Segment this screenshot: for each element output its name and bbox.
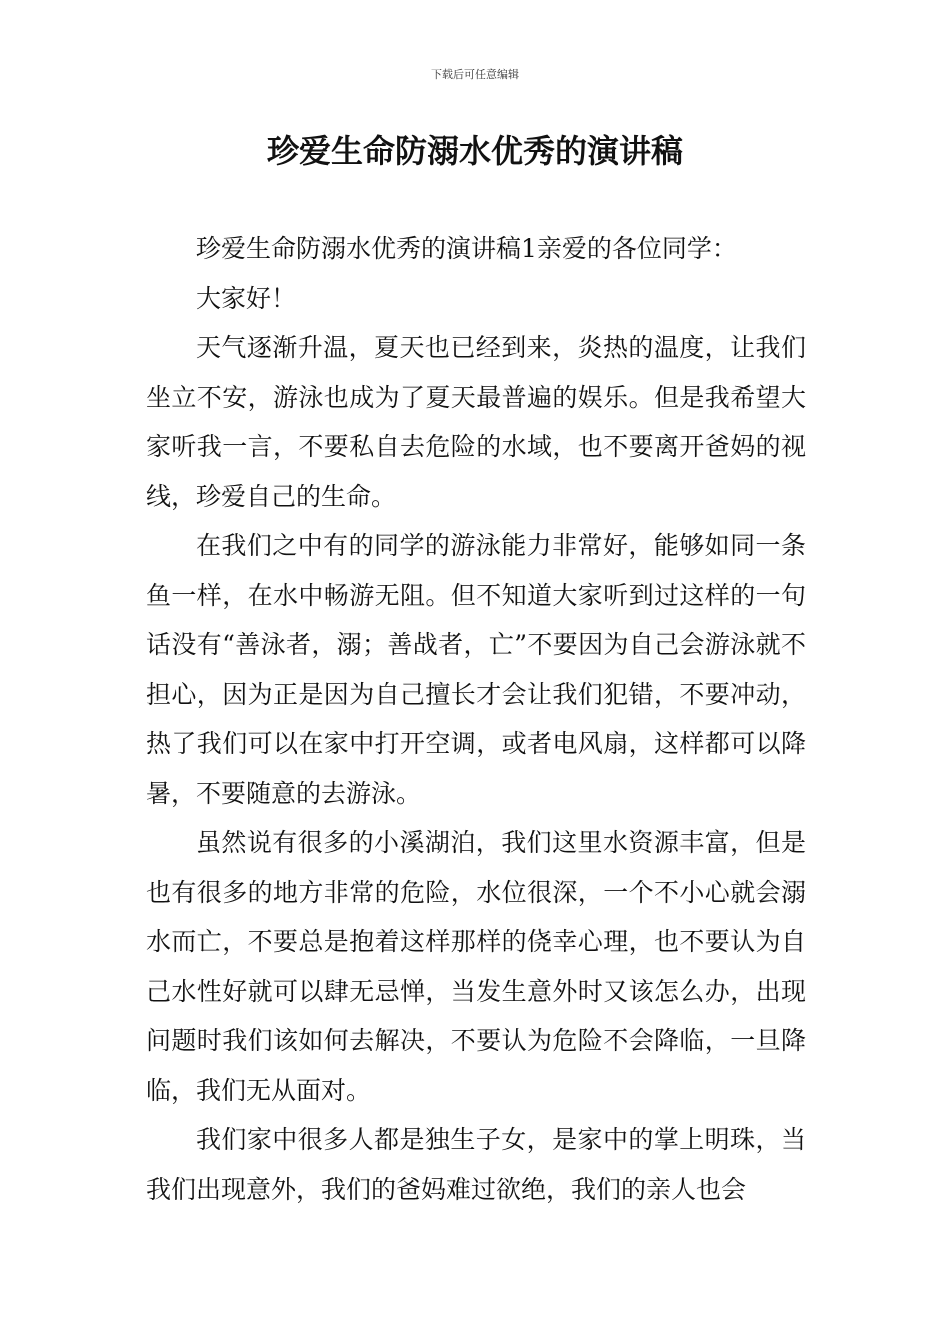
paragraph: 天气逐渐升温，夏天也已经到来，炎热的温度，让我们坐立不安，游泳也成为了夏天最普遍的娱乐。但是我希望大家听我一言，不要私自去危险的水域，也不要离开爸妈的视线，珍爱自己的生命。: [146, 333, 806, 511]
page-header: 下载后可任意编辑: [431, 68, 519, 81]
paragraph: 我们家中很多人都是独生子女，是家中的掌上明珠，当我们出现意外，我们的爸妈难过欲绝，我们的亲人也会: [146, 1125, 806, 1204]
document-title: 珍爱生命防溺水优秀的演讲稿: [266, 132, 683, 170]
paragraph-hello: 大家好！: [196, 283, 297, 313]
paragraph-greeting-line: 珍爱生命防溺水优秀的演讲稿1亲爱的各位同学：: [196, 234, 737, 263]
document-body: [146, 224, 806, 1214]
paragraph: 在我们之中有的同学的游泳能力非常好，能够如同一条鱼一样，在水中畅游无阻。但不知道大家听到过这样的一句话没有“善泳者，溺；善战者，亡”不要因为自己会游泳就不担心，因为正是因为自己擅长才会让我们犯错，不要冲动，热了我们可以在家中打开空调，或者电风扇，这样都可以降暑，不要随意的去游泳。: [146, 531, 806, 808]
paragraph: 虽然说有很多的小溪湖泊，我们这里水资源丰富，但是也有很多的地方非常的危险，水位很深，一个不小心就会溺水而亡，不要总是抱着这样那样的侥幸心理，也不要认为自己水性好就可以肆无忌惮，当发生意外时又该怎么办，出现问题时我们该如何去解决，不要认为危险不会降临，一旦降临，我们无从面对。: [146, 828, 806, 1105]
